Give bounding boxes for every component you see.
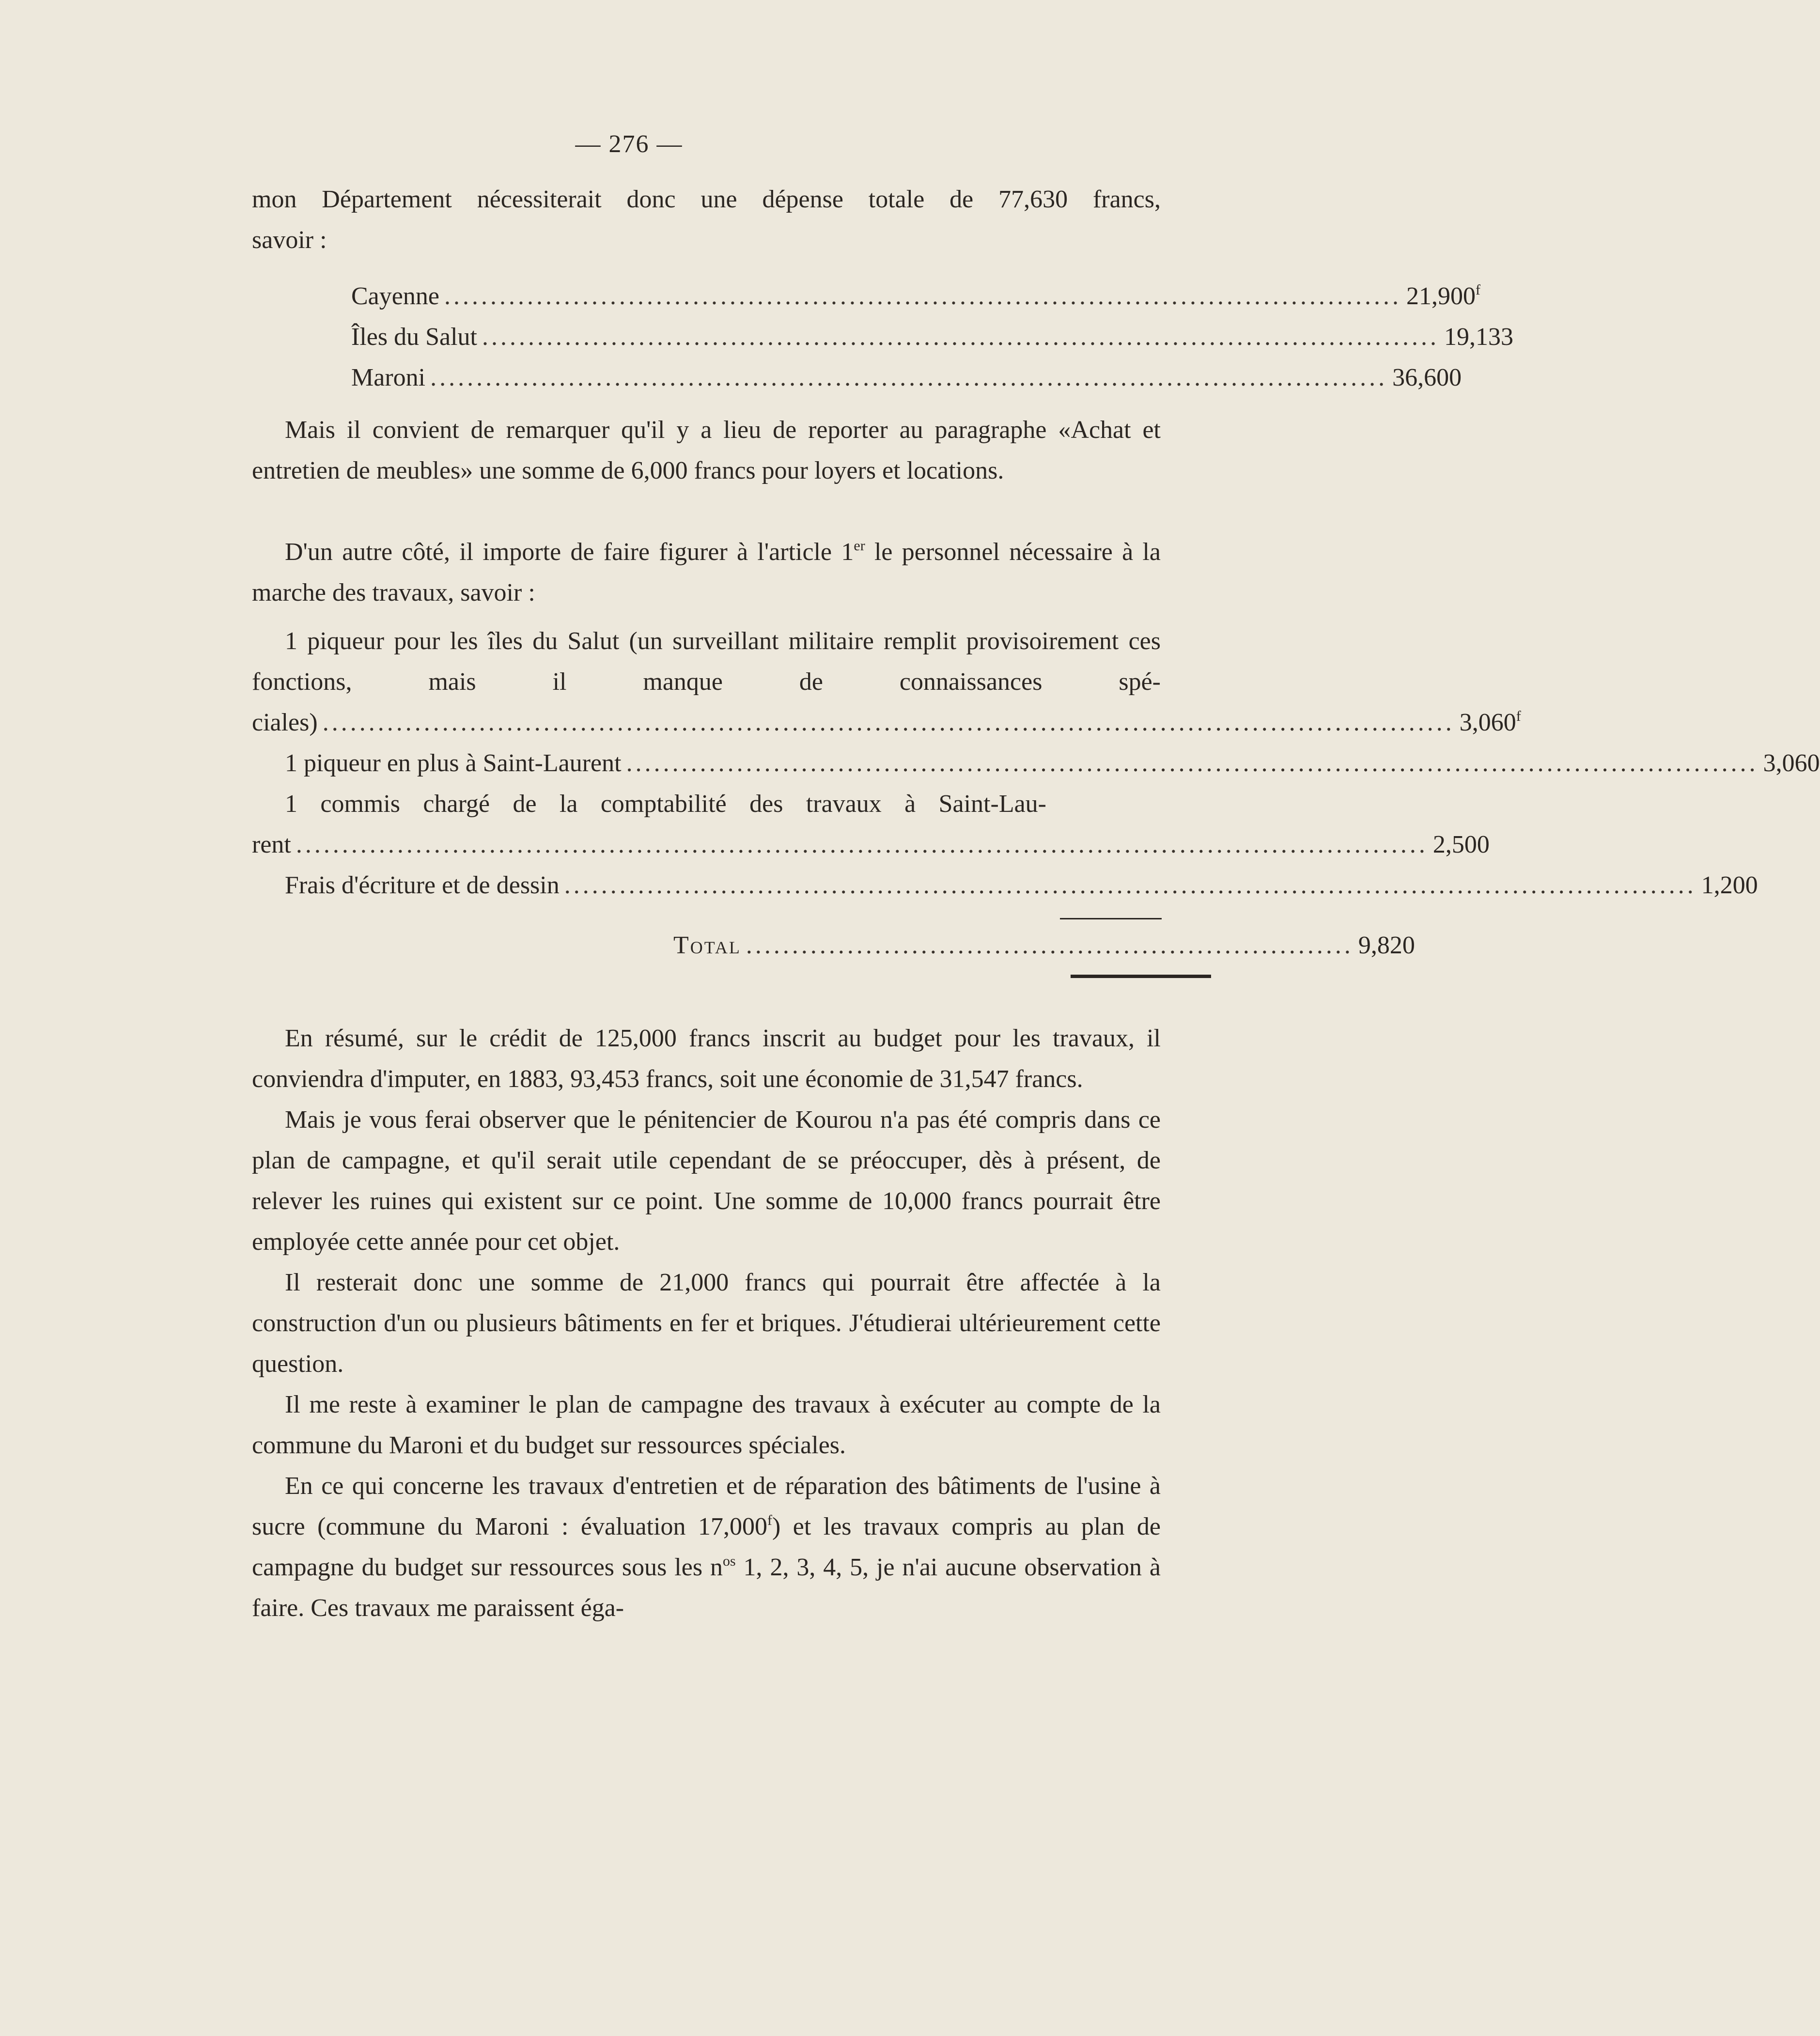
intro-line: savoir : bbox=[252, 226, 327, 254]
total-row bbox=[673, 925, 1415, 966]
personnel-value: 2,500 bbox=[1432, 831, 1490, 858]
location-row bbox=[351, 317, 1513, 357]
paragraph-text: Mais je vous ferai observer que le pénitencier de Kourou n'a pas été compris dans ce plan de campagne, et qu'il serait utile cependant de se préoccuper, dès à présent, de relever les ruines qui existent sur ce point. Une somme de 10,000 francs pourrait être employée cette année pour cet objet. bbox=[252, 1106, 1161, 1256]
personnel-item-text: 1 commis chargé de la comptabilité des travaux à Saint-Lau- bbox=[285, 790, 1046, 818]
location-list bbox=[351, 276, 1513, 398]
body-paragraphs bbox=[252, 1018, 1161, 1629]
total-label: Total bbox=[673, 932, 741, 959]
leader-dots: ........................................................................................................................... bbox=[564, 871, 1696, 899]
leader-dots: ........................................................................................................ bbox=[444, 282, 1401, 310]
leader-dots: .................................................................. bbox=[746, 932, 1353, 959]
leader-dots: ........................................................................................................................... bbox=[626, 749, 1758, 777]
location-row bbox=[351, 357, 1462, 398]
paragraph-text: En ce qui concerne les travaux d'entretien et de réparation des bâtiments de l'usine à sucre (commune du Maroni : évaluation 17,000$^f$) et les travaux compris au plan de campagne du budget sur ressources sous les $n^{os}$ 1, 2, 3, 4, 5, je n'ai aucune observation à faire. Ces travaux me paraissent éga- bbox=[252, 1472, 1161, 1622]
total-row-block bbox=[673, 925, 1415, 966]
personnel-row bbox=[252, 702, 1521, 743]
paragraph-text: En résumé, sur le crédit de 125,000 francs inscrit au budget pour les travaux, il conviendra d'imputer, en 1883, 93,453 francs, soit une économie de 31,547 francs. bbox=[252, 1025, 1161, 1093]
total-underline bbox=[1071, 975, 1211, 978]
paragraph-text: D'un autre côté, il importe de faire figurer à l'article 1er le personnel nécessaire à la marche des travaux, savoir : bbox=[252, 538, 1161, 606]
leader-dots: ........................................................................................................................... bbox=[296, 831, 1428, 858]
personnel-row bbox=[252, 824, 1490, 865]
personnel-value: 3,060 bbox=[1763, 749, 1820, 777]
personnel-value: 3,060$^f$ bbox=[1459, 708, 1521, 736]
personnel-label: Frais d'écriture et de dessin bbox=[285, 871, 560, 899]
personnel-label: ciales) bbox=[252, 709, 318, 736]
leader-dots: ........................................................................................................ bbox=[430, 364, 1388, 391]
personnel-item-text: 1 piqueur pour les îles du Salut (un surveillant militaire remplit provisoirement ces fonctions, mais il manque de connaissances spé- bbox=[252, 627, 1161, 696]
paragraph-text: Il me reste à examiner le plan de campagne des travaux à exécuter au compte de la commune du Maroni et du budget sur ressources spéciales. bbox=[252, 1391, 1161, 1459]
personnel-list bbox=[252, 621, 1820, 906]
location-row bbox=[351, 276, 1480, 317]
personnel-row bbox=[252, 865, 1758, 906]
location-label: Cayenne bbox=[351, 282, 439, 310]
personnel-label: 1 piqueur en plus à Saint-Laurent bbox=[285, 749, 622, 777]
paragraph-text: Mais il convient de remarquer qu'il y a lieu de reporter au paragraphe «Achat et entretien de meubles» une somme de 6,000 francs pour loyers et locations. bbox=[252, 416, 1161, 484]
location-label: Maroni bbox=[351, 364, 426, 391]
personnel-row bbox=[252, 743, 1820, 784]
location-label: Îles du Salut bbox=[351, 323, 477, 351]
paragraph-mais bbox=[252, 410, 1161, 491]
location-value: 21,900$^f$ bbox=[1406, 282, 1480, 310]
leader-dots: ........................................................................................................................... bbox=[322, 709, 1455, 736]
personnel-label: rent bbox=[252, 831, 291, 858]
leader-dots: ........................................................................................................ bbox=[482, 323, 1439, 351]
personnel-value: 1,200 bbox=[1701, 871, 1758, 899]
intro-paragraph bbox=[252, 179, 1161, 261]
location-value: 19,133 bbox=[1444, 323, 1513, 351]
paragraph-autre bbox=[252, 532, 1161, 613]
location-value: 36,600 bbox=[1392, 364, 1462, 391]
total-value: 9,820 bbox=[1358, 932, 1415, 959]
sum-rule bbox=[1060, 918, 1162, 919]
page-number: — 276 — bbox=[575, 130, 683, 158]
intro-line: mon Département nécessiterait donc une dépense totale de 77,630 francs, bbox=[252, 186, 1161, 213]
paragraph-text: Il resterait donc une somme de 21,000 francs qui pourrait être affectée à la construction d'un ou plusieurs bâtiments en fer et briques. J'étudierai ultérieurement cette question. bbox=[252, 1269, 1161, 1378]
